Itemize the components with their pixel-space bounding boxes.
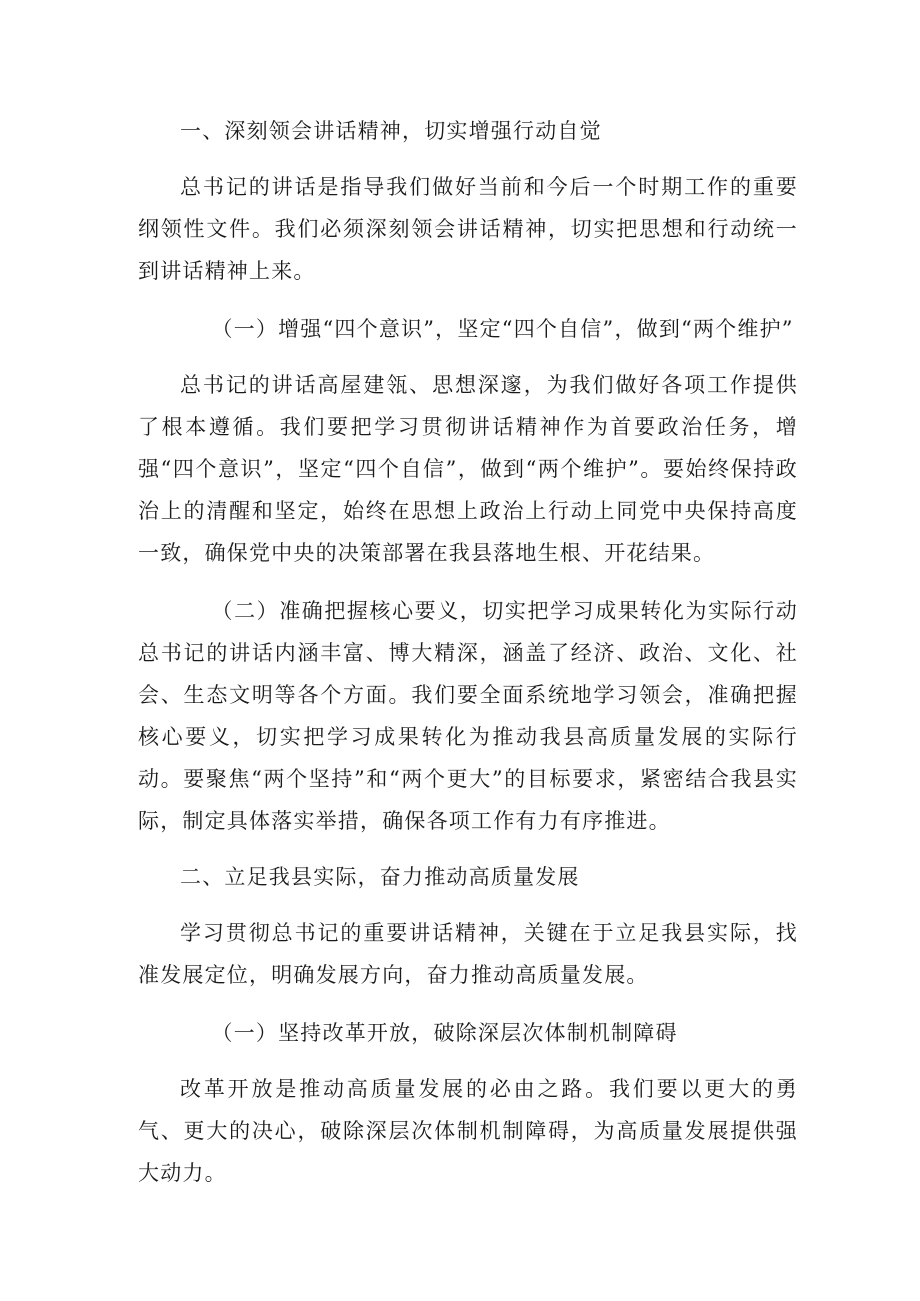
subsection-heading-2-1: （一）坚持改革开放，破除深层次体制机制障碍 xyxy=(211,1021,678,1045)
paragraph-4: 学习贯彻总书记的重要讲话精神，关键在于立足我县实际，找准发展定位，明确发展方向，奋力推动高质量发展。 xyxy=(138,921,798,987)
section-heading-2: 二、立足我县实际，奋力推动高质量发展 xyxy=(180,865,580,889)
subsection-heading-1-1: （一）增强“四个意识”，坚定“四个自信”，做到“两个维护” xyxy=(211,317,794,341)
paragraph-1: 总书记的讲话是指导我们做好当前和今后一个时期工作的重要纲领性文件。我们必须深刻领会讲话精神，切实把思想和行动统一到讲话精神上来。 xyxy=(138,175,798,283)
section-heading-1: 一、深刻领会讲话精神，切实增强行动自觉 xyxy=(180,119,602,143)
paragraph-2: 总书记的讲话高屋建瓴、思想深邃，为我们做好各项工作提供了根本遵循。我们要把学习贯彻讲话精神作为首要政治任务，增强“四个意识”，坚定“四个自信”，做到“两个维护”。要始终保持政治上的清醒和坚定，始终在思想上政治上行动上同党中央保持高度一致，确保党中央的决策部署在我县落地生根、开花结果。 xyxy=(138,373,798,565)
paragraph-3: （二）准确把握核心要义，切实把学习成果转化为实际行动总书记的讲话内涵丰富、博大精深，涵盖了经济、政治、文化、社会、生态文明等各个方面。我们要全面系统地学习领会，准确把握核心要义，切实把学习成果转化为推动我县高质量发展的实际行动。要聚焦“两个坚持”和“两个更大”的目标要求，紧密结合我县实际，制定具体落实举措，确保各项工作有力有序推进。 xyxy=(138,599,798,833)
document-body xyxy=(138,110,798,1194)
paragraph-5: 改革开放是推动高质量发展的必由之路。我们要以更大的勇气、更大的决心，破除深层次体制机制障碍，为高质量发展提供强大动力。 xyxy=(138,1077,798,1185)
